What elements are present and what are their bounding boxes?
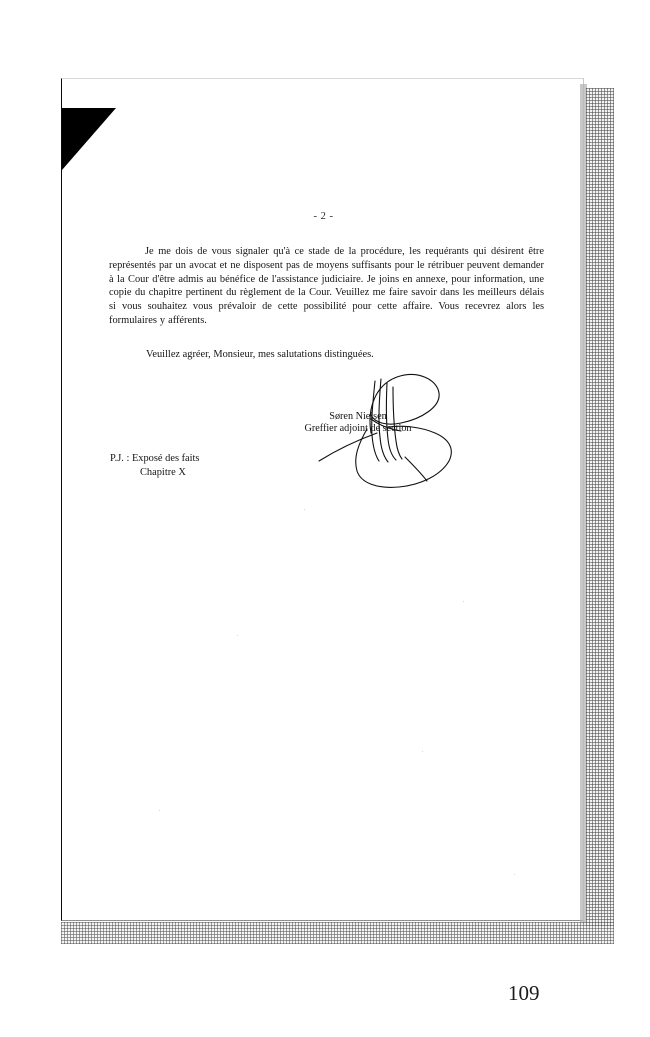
scan-speckle: [159, 810, 160, 811]
scan-speckle: [514, 874, 515, 875]
letter-closing-salutation: Veuillez agréer, Monsieur, mes salutations distinguées.: [146, 349, 374, 360]
signature-block: [258, 411, 458, 435]
signatory-title: Greffier adjoint de section: [304, 423, 412, 434]
scan-speckle: [237, 635, 238, 636]
scan-corner-shadow-artifact: [62, 108, 116, 170]
scan-edge-shadow-bottom: [61, 922, 614, 944]
folio-page-number: 109: [508, 981, 540, 1005]
signatory-name: Søren Nielsen: [329, 411, 387, 422]
page-header-number: - 2 -: [313, 211, 334, 222]
scanned-page-sheet: [61, 78, 584, 921]
scan-speckle: [463, 601, 464, 602]
attachments-block: [110, 452, 199, 479]
attachment-label: P.J. : Exposé des faits: [110, 453, 200, 464]
scan-speckle: [304, 509, 305, 510]
scan-edge-shadow-right: [586, 88, 614, 926]
attachment-second-line: Chapitre X: [140, 466, 186, 478]
scan-speckle: [422, 751, 423, 752]
letter-body-paragraph: Je me dois de vous signaler qu'à ce stade de la procédure, les requérants qui désirent être représentés par un avocat et ne disposent pas de moyens suffisants pour le rétribuer peuvent demander à la Cour d'être admis au bénéfice de l'assistance judiciaire. Je joins en annexe, pour information, une copie du chapitre pertinent du règlement de la Cour. Veuillez me faire savoir dans les meilleurs délais si vous souhaitez vous prévaloir de cette possibilité pour cette affaire. Vous recevrez alors les formulaires y afférents.: [109, 246, 544, 326]
